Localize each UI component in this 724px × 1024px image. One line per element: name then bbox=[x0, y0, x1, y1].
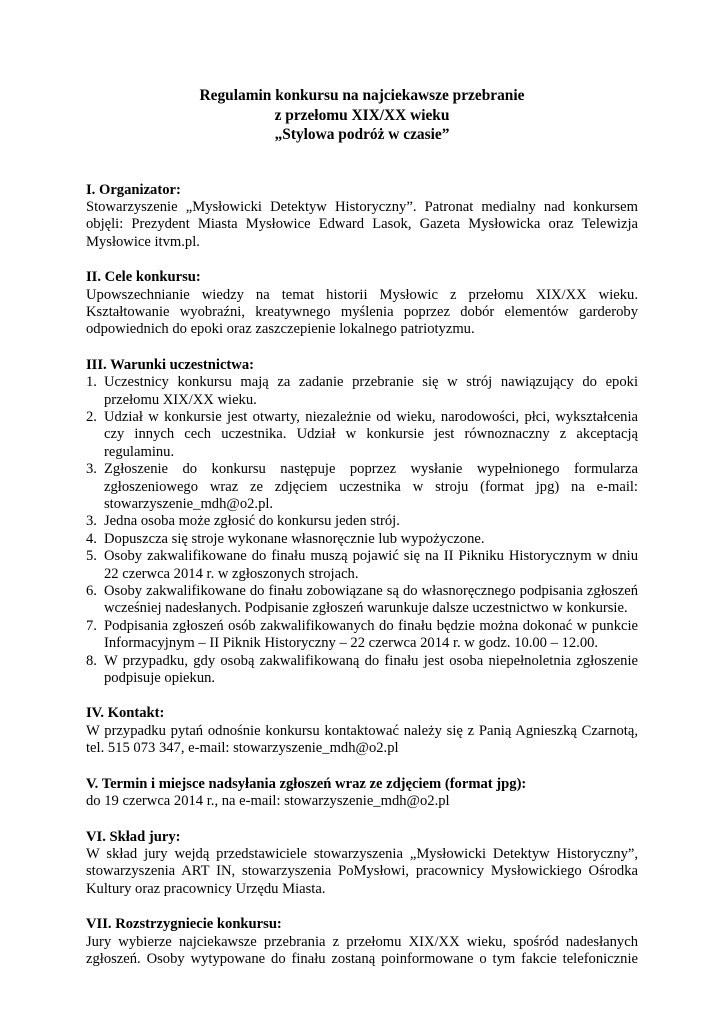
list-item bbox=[86, 618, 638, 653]
title-line-2: z przełomu XIX/XX wieku bbox=[274, 106, 450, 124]
section-conditions bbox=[86, 357, 638, 688]
section-heading: II. Cele konkursu: bbox=[86, 269, 201, 286]
section-goals bbox=[86, 269, 638, 339]
list-text: Podpisania zgłoszeń osób zakwalifikowanych do finału będzie można dokonać w punkcie Informacyjnym – II Piknik Historyczny – 22 czerwca 2014 r. w godz. 10.00 – 12.00. bbox=[104, 617, 638, 652]
list-number: 6. bbox=[86, 583, 97, 600]
list-text: Dopuszcza się stroje wykonane własnoręcznie lub wypożyczone. bbox=[104, 530, 485, 547]
list-item bbox=[86, 583, 638, 618]
section-text: Stowarzyszenie „Mysłowicki Detektyw Historyczny”. Patronat medialny nad konkursem objęli: Prezydent Miasta Mysłowice Edward Lasok, Gazeta Mysłowicka oraz Telewizja Mysłowice itvm.pl. bbox=[86, 198, 638, 250]
list-text: W przypadku, gdy osobą zakwalifikowaną do finału jest osoba niepełnoletnia zgłoszenie podpisuje opiekun. bbox=[104, 652, 638, 687]
list-item bbox=[86, 548, 638, 583]
section-heading: VII. Rozstrzygniecie konkursu: bbox=[86, 916, 282, 933]
list-number: 3. bbox=[86, 513, 97, 530]
list-number: 3. bbox=[86, 461, 97, 478]
section-text: Upowszechnianie wiedzy na temat historii Mysłowic z przełomu XIX/XX wieku. Kształtowanie wyobraźni, kreatywnego myślenia poprzez dobór elementów garderoby odpowiednich do epoki oraz zaszczepienie lokalnego patriotyzmu. bbox=[86, 286, 638, 338]
section-contact bbox=[86, 705, 638, 757]
list-number: 7. bbox=[86, 617, 97, 634]
list-item bbox=[86, 653, 638, 688]
list-text: Uczestnicy konkursu mają za zadanie przebranie się w strój nawiązujący do epoki przełomu XIX/XX wieku. bbox=[104, 374, 638, 408]
section-organizer bbox=[86, 182, 638, 252]
section-text: Jury wybierze najciekawsze przebrania z przełomu XIX/XX wieku, spośród nadesłanych zgłoszeń. Osoby wytypowane do finału zostaną poinformowane o tym fakcie telefonicznie bbox=[86, 933, 638, 967]
section-text: W przypadku pytań odnośnie konkursu kontaktować należy się z Panią Agnieszką Czarnotą, tel. 515 073 347, e-mail: stowarzyszenie_mdh@o2.pl bbox=[86, 722, 638, 757]
section-heading: III. Warunki uczestnictwa: bbox=[86, 356, 254, 373]
title-line-3: „Stylowa podróż w czasie” bbox=[274, 126, 450, 143]
list-text: Udział w konkursie jest otwarty, niezależnie od wieku, narodowości, płci, wykształcenia czy innych cech uczestnika. Udział w konkursie jest równoznaczny z akceptacją regulaminu. bbox=[104, 408, 638, 460]
list-number: 1. bbox=[86, 374, 97, 391]
list-number: 4. bbox=[86, 530, 97, 547]
list-number: 8. bbox=[86, 652, 97, 669]
list-item bbox=[86, 461, 638, 513]
section-text: W skład jury wejdą przedstawiciele stowarzyszenia „Mysłowicki Detektyw Historyczny”, stowarzyszenia ART IN, stowarzyszenia PoMysłowi, pracownicy Mysłowickiego Ośrodka Kultury oraz pracownicy Urzędu Miasta. bbox=[86, 845, 638, 897]
section-heading: V. Termin i miejsce nadsyłania zgłoszeń wraz ze zdjęciem (format jpg): bbox=[86, 775, 527, 792]
list-item bbox=[86, 513, 638, 530]
conditions-list bbox=[86, 374, 638, 687]
section-heading: VI. Skład jury: bbox=[86, 828, 181, 845]
list-item bbox=[86, 531, 638, 548]
list-text: Jedna osoba może zgłosić do konkursu jeden strój. bbox=[104, 513, 400, 530]
list-item bbox=[86, 409, 638, 461]
document-page bbox=[86, 86, 638, 986]
list-text: Osoby zakwalifikowane do finału zobowiązane są do własnoręcznego podpisania zgłoszeń wcześniej nadesłanych. Podpisanie zgłoszeń warunkuje dalsze uczestnictwo w konkursie. bbox=[104, 583, 638, 617]
list-number: 2. bbox=[86, 408, 97, 425]
title-line-1: Regulamin konkursu na najciekawsze przebranie bbox=[199, 87, 525, 104]
section-resolution bbox=[86, 916, 638, 968]
list-item bbox=[86, 374, 638, 409]
list-text: Zgłoszenie do konkursu następuje poprzez wysłanie wypełnionego formularza zgłoszeniowego wraz ze zdjęciem uczestnika w stroju (format jpg) na e-mail: stowarzyszenie_mdh@o2.pl. bbox=[104, 461, 638, 512]
section-text: do 19 czerwca 2014 r., na e-mail: stowarzyszenie_mdh@o2.pl bbox=[86, 793, 450, 810]
section-heading: I. Organizator: bbox=[86, 181, 181, 198]
list-text: Osoby zakwalifikowane do finału muszą pojawić się na II Pikniku Historycznym w dniu 22 czerwca 2014 r. w zgłoszonych strojach. bbox=[104, 548, 638, 582]
section-jury bbox=[86, 829, 638, 899]
section-heading: IV. Kontakt: bbox=[86, 705, 165, 722]
section-deadline bbox=[86, 776, 638, 811]
document-title bbox=[86, 86, 638, 145]
list-number: 5. bbox=[86, 548, 97, 565]
